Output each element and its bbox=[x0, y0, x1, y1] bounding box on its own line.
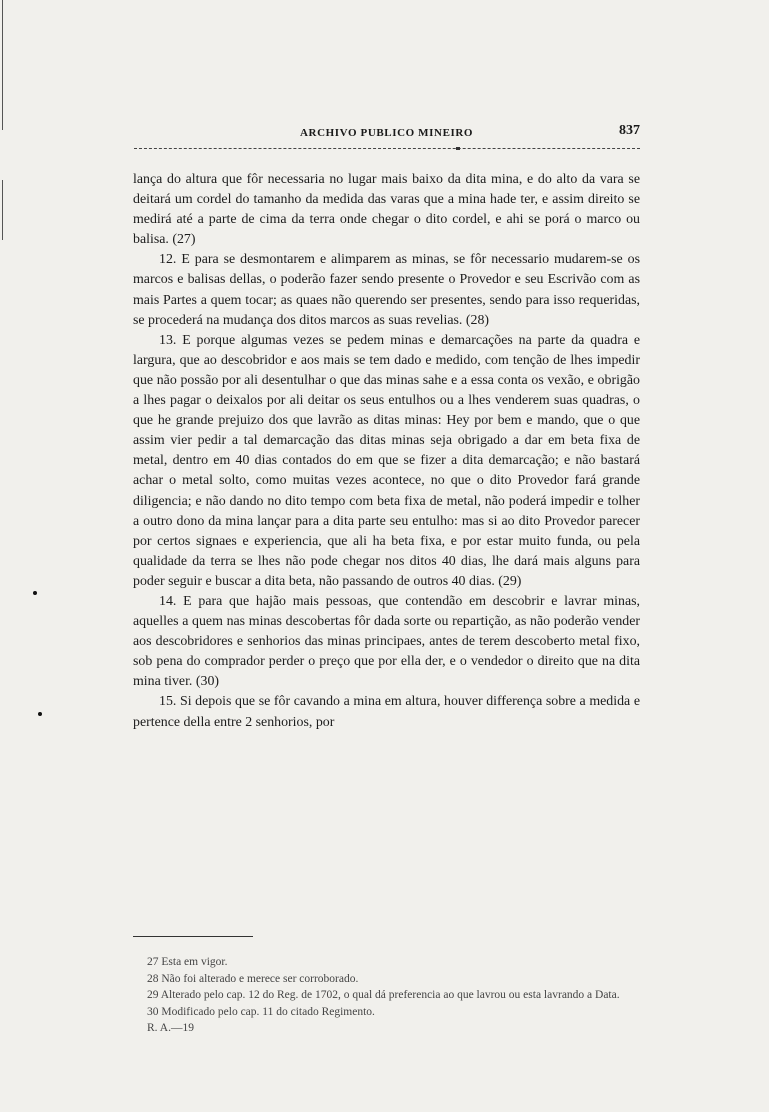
footnote-29: 29 Alterado pelo cap. 12 do Reg. de 1702, o qual dá preferencia ao que lavrou ou esta lavrando a Data. bbox=[147, 989, 620, 1001]
rule-ornament bbox=[456, 147, 460, 150]
footnotes bbox=[133, 954, 640, 1037]
paragraph-15: 15. Si depois que se fôr cavando a mina em altura, houver differença sobre a medida e pertence della entre 2 senhorios, por bbox=[133, 694, 640, 730]
scan-edge-line bbox=[2, 180, 3, 240]
running-header bbox=[132, 121, 640, 143]
footnote-30: 30 Modificado pelo cap. 11 do citado Regimento. bbox=[147, 1005, 375, 1018]
signature-mark: R. A.—19 bbox=[147, 1022, 194, 1034]
footnote-27: 27 Esta em vigor. bbox=[147, 956, 228, 968]
header-rule bbox=[134, 148, 640, 149]
paragraph-continuation: lança do altura que fôr necessaria no lugar mais baixo da dita mina, e do alto da vara se deitará um cordel do tamanho da medida das varas que a mina hade ter, e assim direito se medirá até a parte de cima da terra onde chegar o dito cordel, e ahi se porá o marco ou balisa. (27) bbox=[133, 172, 640, 248]
footnote-rule bbox=[133, 936, 253, 937]
margin-mark bbox=[33, 591, 37, 595]
footnote-28: 28 Não foi alterado e merece ser corroborado. bbox=[147, 972, 359, 985]
paragraph-13: 13. E porque algumas vezes se pedem minas e demarcações na parte da quadra e largura, que ao descobridor e aos mais se tem dado e medido, com tenção de lhes impedir que não possão por ali desentulhar o que das minas sahe e a essa conta os vexão, e obrigão a lhes pagar o deixalos por ali deitar os seus entulhos ou a lhes venderem suas quadras, o que he grande prejuizo dos que lavrão as ditas minas: Hey por bem e mando, que o que assim vier pedir a tal demarcação das ditas minas seja obrigado a dar em beta fixa de metal, dentro em 40 dias contados do em que se fizer a dita demarcação; e não bastará achar o metal solto, como muitas vezes acontece, no que o dito Provedor fará grande diligencia; e não dando no dito tempo com beta fixa de metal, não poderá impedir e tolher a outro dono da mina lançar para a dita parte seu entulho: mas si ao dito Provedor parecer por certos signaes e experiencia, que ali ha beta fixa, e por estar muito funda, ou pela qualidade da terra se lhes não pode chegar nos ditos 40 dias, lhe dará mais alguns para poder seguir e buscar a dita beta, não passando de outros 40 dias. (29) bbox=[133, 332, 640, 589]
paragraph-12: 12. E para se desmontarem e alimparem as minas, se fôr necessario mudarem-se os marcos e balisas dellas, o poderão fazer sendo presente o Provedor e seu Escrivão com as mais Partes a quem tocar; as quaes não querendo ser presentes, sendo para isso requeridas, se procederá na mudança dos ditos marcos as suas revelias. (28) bbox=[133, 252, 640, 328]
paragraph-14: 14. E para que hajão mais pessoas, que contendão em descobrir e lavrar minas, aquelles a quem nas minas descobertas fôr dada sorte ou repartição, as não poderão vender aos descobridores e senhorios das minas principaes, antes de terem descoberto metal fixo, sob pena do comprador perder o preço que por ella der, e o vendedor o direito que na dita mina tiver. (30) bbox=[133, 593, 640, 690]
body-text bbox=[133, 170, 640, 733]
scan-edge-line bbox=[2, 0, 3, 130]
journal-title: ARCHIVO PUBLICO MINEIRO bbox=[300, 127, 474, 139]
margin-mark bbox=[38, 712, 42, 716]
page-number: 837 bbox=[619, 123, 640, 138]
